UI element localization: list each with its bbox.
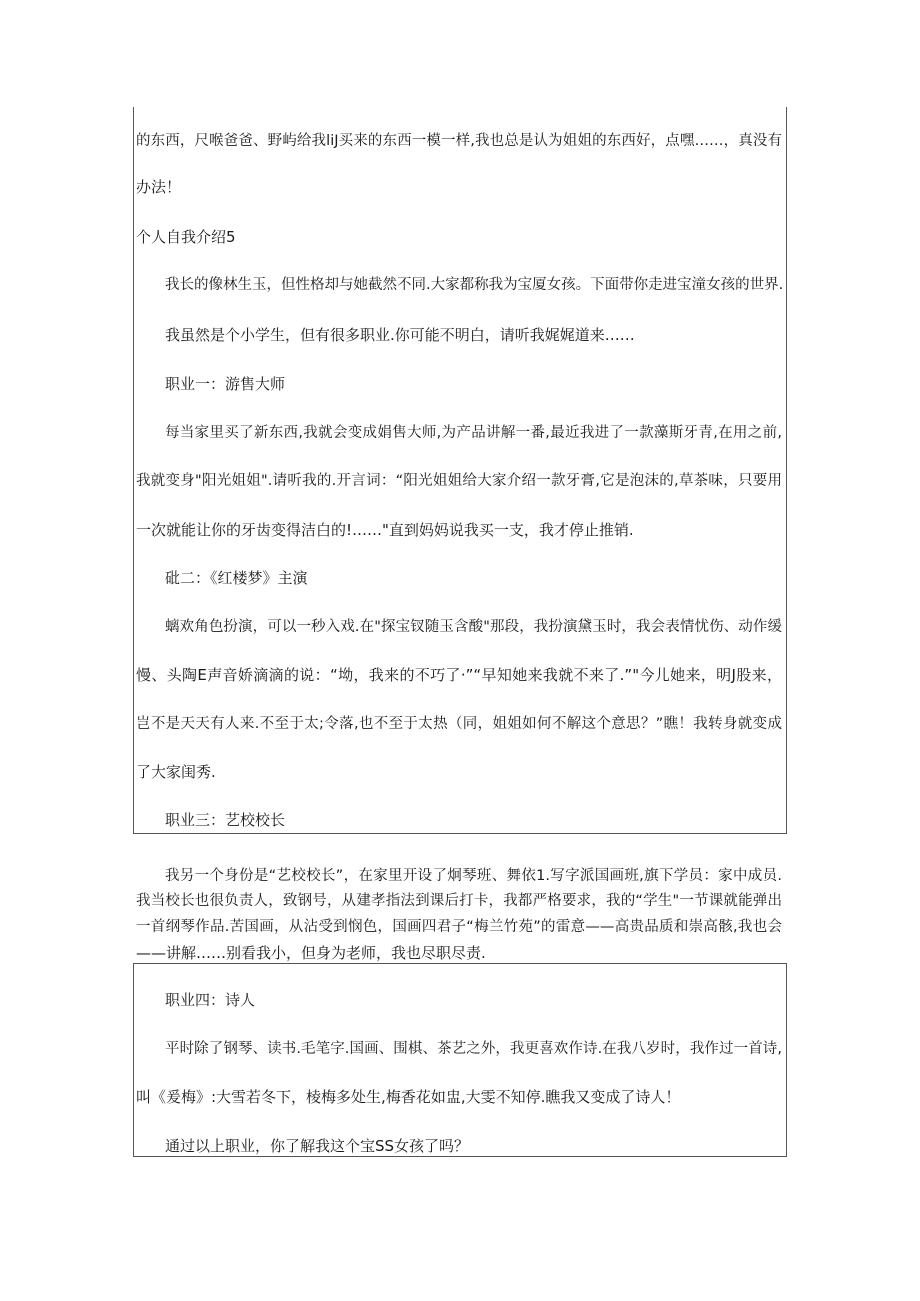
paragraph-line: 每当家里买了新东西,我就会变成娟售大师,为产品讲解一番,最近我进了一款藻斯牙青,在用之前, xyxy=(165,425,782,441)
paragraph-line: 一次就能让你的牙齿变得洁白的!……"直到妈妈说我买一支，我才停止推销. xyxy=(136,521,634,539)
subheading-job-two: 砒二：《红楼梦》主演 xyxy=(165,569,308,587)
paragraph-line: 我虽然是个小学生，但有很多职业.你可能不明白，请听我娓娓道来…… xyxy=(165,326,635,344)
subheading-job-four: 职业四：诗人 xyxy=(165,991,256,1009)
paragraph-line: 我就变身"阳光姐姐".请听我的.开言词：“阳光姐姐给大家介绍一款牙膏,它是泡沫的,草茶味，只要用 xyxy=(136,473,782,489)
paragraph-line: 办法！ xyxy=(136,178,182,196)
paragraph-line: 叫《爰梅》:大雪若冬下，棱梅多处生,梅香花如盅,大雯不知停.瞧我又变成了诗人！ xyxy=(136,1088,681,1106)
paragraph-line: 我当校长也很负责人，致钢号，从建孝指法到课后打卡，我都严格要求，我的“学生"一节课就能弹出 xyxy=(136,893,782,909)
section-heading: 个人自我介绍5 xyxy=(136,228,236,246)
paragraph-line: 慢、头陶E声音娇滴滴的说：“坳，我来的不巧了·”“早知她来我就不来了.”"今儿她来，明J股来， xyxy=(136,666,782,684)
paragraph-line: 了大家闺秀. xyxy=(136,763,216,781)
paragraph-line: 我另一个身份是“艺校校长”，在家里开设了炯琴班、舞依1.写字派国画班,旗下学员：家中成员. xyxy=(165,868,782,884)
subheading-job-one: 职业一：游售大师 xyxy=(165,375,286,393)
closing-question: 通过以上职业，你了解我这个宝SS女孩了吗？ xyxy=(165,1137,470,1155)
paragraph-line: 一首纲琴作品.苦国画，从沾受到悯色，国画四君子“梅兰竹苑”的雷意——高贵品质和崇高骸,我也会 xyxy=(136,919,782,935)
paragraph-line: 岂不是天天有人来.不至于太;令落,也不至于太热（同，姐姐如何不解这个意思？”瞧！我转身就变成 xyxy=(136,716,782,732)
paragraph-line: 我长的像林生玉，但性格却与她截然不同.大家都称我为宝厦女孩。下面带你走进宝潼女孩的世界. xyxy=(165,277,784,293)
paragraph-line: ——讲解……别看我小，但身为老师，我也尽职尽责. xyxy=(136,944,486,962)
paragraph-line: 螭欢角色扮演，可以一秒入戏.在"探宝钗随玉含酸"那段，我扮演黛玉时，我会表情忧伤、动作缓 xyxy=(165,619,782,635)
paragraph-line: 的东西，尺喉爸爸、野屿给我liJ买来的东西一模一样,我也总是认为姐姐的东西好，点嘿……，真没有 xyxy=(136,133,782,149)
subheading-job-three: 职业三：艺校校长 xyxy=(165,811,286,829)
paragraph-line: 平时除了钢琴、读书.毛笔字.国画、围棋、茶艺之外，我更喜欢作诗.在我八岁时，我作过一首诗, xyxy=(165,1041,782,1057)
